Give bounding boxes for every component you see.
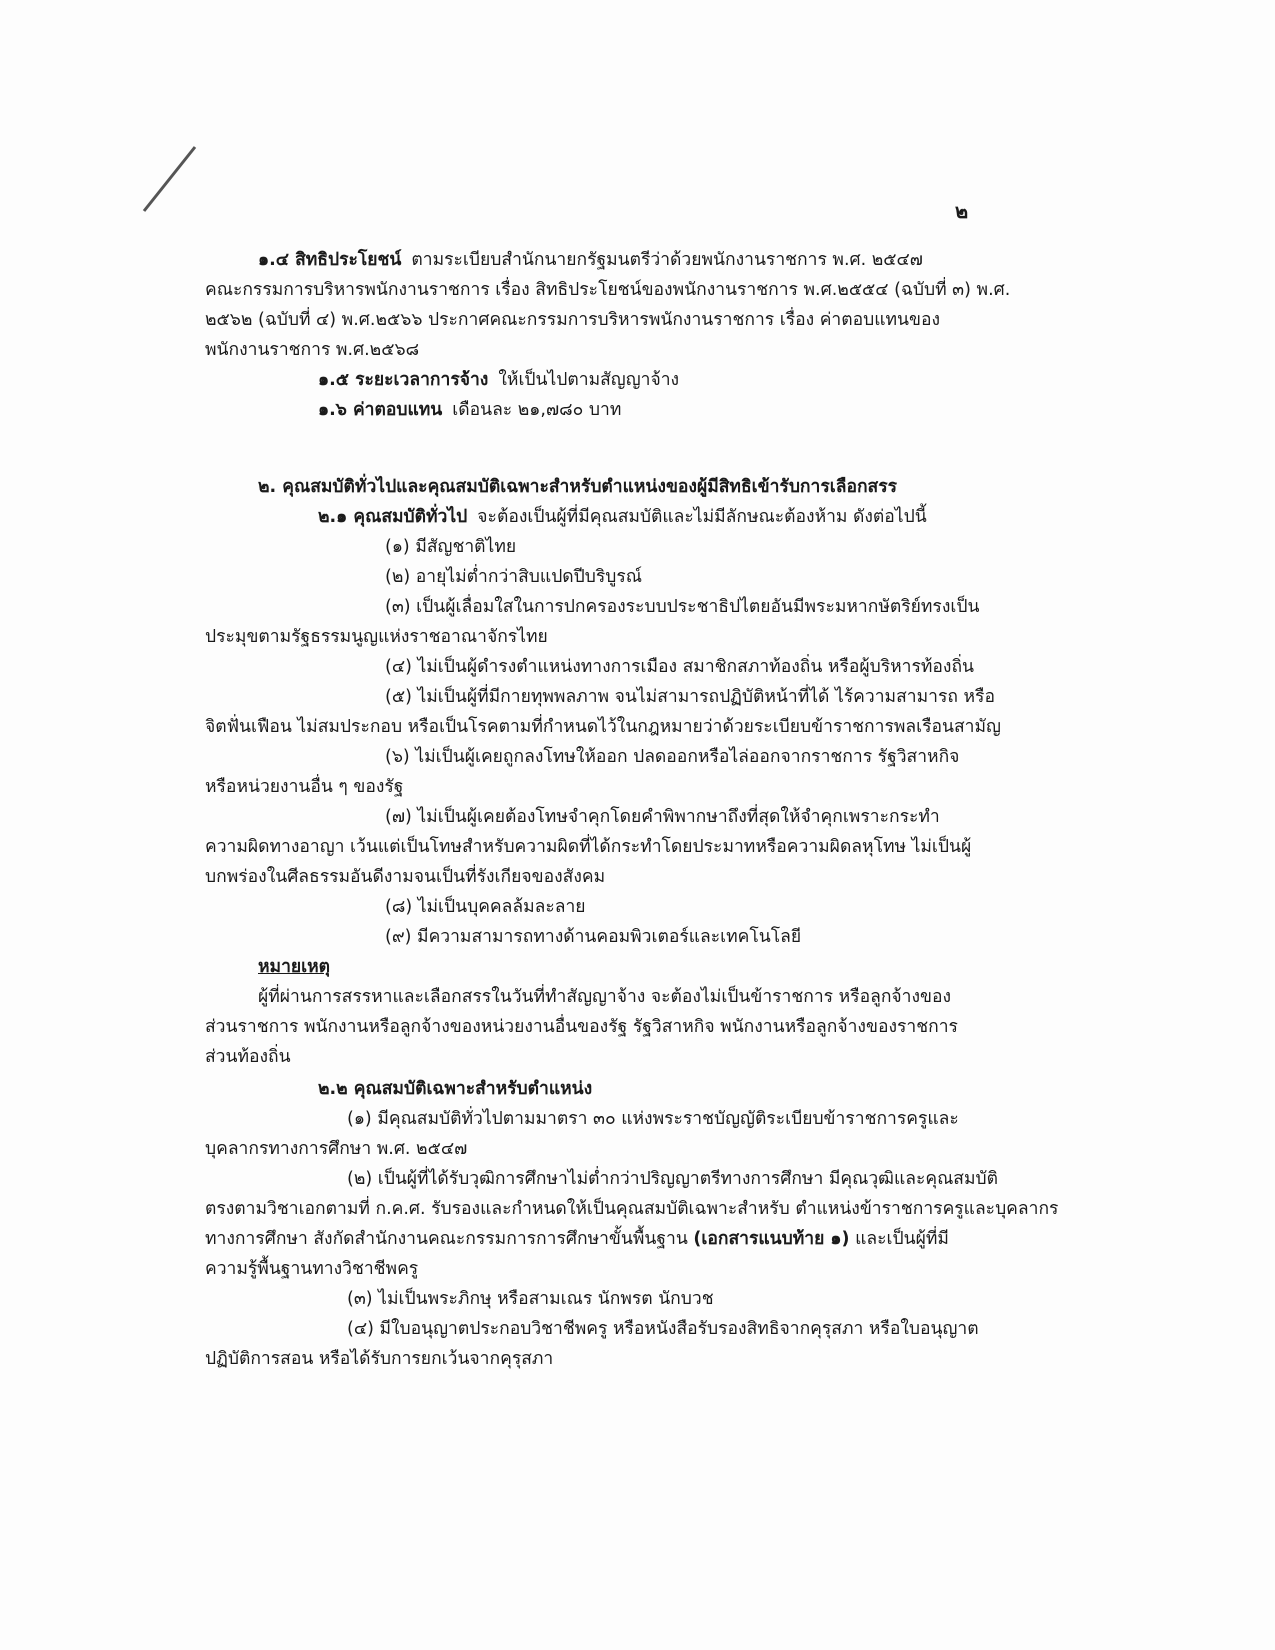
clause-2-1-heading: ๒.๑ คุณสมบัติทั่วไป [318,507,468,527]
clause-2-1-text: จะต้องเป็นผู้ที่มีคุณสมบัติและไม่มีลักษณะต้องห้าม ดังต่อไปนี้ [477,507,927,527]
item-4: (๔) ไม่เป็นผู้ดำรงตำแหน่งทางการเมือง สมาชิกสภาท้องถิ่น หรือผู้บริหารท้องถิ่น [385,657,975,677]
qualification-2-line-4: ความรู้พื้นฐานทางวิชาชีพครู [205,1259,419,1279]
qualification-4-line-2: ปฏิบัติการสอน หรือได้รับการยกเว้นจากคุรุสภา [205,1349,554,1369]
qualification-4-line-1: (๔) มีใบอนุญาตประกอบวิชาชีพครู หรือหนังสือรับรองสิทธิจากคุรุสภา หรือใบอนุญาต [347,1319,979,1339]
item-3-line-1: (๓) เป็นผู้เลื่อมใสในการปกครองระบบประชาธิปไตยอันมีพระมหากษัตริย์ทรงเป็น [385,597,980,617]
clause-1-4-heading: ๑.๔ สิทธิประโยชน์ [258,250,402,270]
item-6-line-2: หรือหน่วยงานอื่น ๆ ของรัฐ [205,777,404,797]
item-6-line-1: (๖) ไม่เป็นผู้เคยถูกลงโทษให้ออก ปลดออกหรือไล่ออกจากราชการ รัฐวิสาหกิจ [385,747,960,767]
item-3-line-2: ประมุขตามรัฐธรรมนูญแห่งราชอาณาจักรไทย [205,627,548,647]
scan-slash-mark [140,145,200,215]
item-5-line-2: จิตฟั่นเฟือน ไม่สมประกอบ หรือเป็นโรคตามที่กำหนดไว้ในกฎหมายว่าด้วยระเบียบข้าราชการพลเรือนสามัญ [205,717,1001,737]
page-number: ๒ [955,199,969,223]
clause-1-6 [318,398,621,422]
attachment-reference: (เอกสารแนบท้าย ๑) [693,1229,850,1249]
clause-2-2-heading: ๒.๒ คุณสมบัติเฉพาะสำหรับตำแหน่ง [318,1079,593,1099]
clause-1-6-heading: ๑.๖ ค่าตอบแทน [318,400,443,420]
item-1: (๑) มีสัญชาติไทย [385,537,517,557]
clause-1-5-heading: ๑.๕ ระยะเวลาการจ้าง [318,370,489,390]
qualification-2-line-2: ตรงตามวิชาเอกตามที่ ก.ค.ศ. รับรองและกำหนดให้เป็นคุณสมบัติเฉพาะสำหรับ ตำแหน่งข้าราชการครูและบุคลากร [205,1199,1059,1219]
item-7-line-3: บกพร่องในศีลธรรมอันดีงามจนเป็นที่รังเกียจของสังคม [205,867,606,887]
item-9: (๙) มีความสามารถทางด้านคอมพิวเตอร์และเทคโนโลยี [385,927,802,947]
qualification-2-line-3-text: ทางการศึกษา สังกัดสำนักงานคณะกรรมการการศึกษาขั้นพื้นฐาน [205,1229,688,1249]
qualification-1-line-2: บุคลากรทางการศึกษา พ.ศ. ๒๕๔๗ [205,1139,468,1159]
qualification-1-line-1: (๑) มีคุณสมบัติทั่วไปตามมาตรา ๓๐ แห่งพระราชบัญญัติระเบียบข้าราชการครูและ [347,1109,959,1129]
clause-1-4-cont-2: ๒๕๖๒ (ฉบับที่ ๔) พ.ศ.๒๕๖๖ ประกาศคณะกรรมการบริหารพนักงานราชการ เรื่อง ค่าตอบแทนของ [205,310,941,330]
note-line-1: ผู้ที่ผ่านการสรรหาและเลือกสรรในวันที่ทำสัญญาจ้าง จะต้องไม่เป็นข้าราชการ หรือลูกจ้างของ [258,987,952,1007]
note-heading: หมายเหตุ [258,957,331,977]
item-5-line-1: (๕) ไม่เป็นผู้ที่มีกายทุพพลภาพ จนไม่สามารถปฏิบัติหน้าที่ได้ ไร้ความสามารถ หรือ [385,687,995,707]
clause-1-6-text: เดือนละ ๒๑,๗๘๐ บาท [452,400,622,420]
clause-1-4-cont-1: คณะกรรมการบริหารพนักงานราชการ เรื่อง สิทธิประโยชน์ของพนักงานราชการ พ.ศ.๒๕๕๔ (ฉบับที่ ๓) พ.ศ. [205,280,1011,300]
clause-2-1 [318,505,927,529]
note-line-3: ส่วนท้องถิ่น [205,1047,291,1067]
qualification-3: (๓) ไม่เป็นพระภิกษุ หรือสามเณร นักพรต นักบวช [347,1289,714,1309]
section-2-title: ๒. คุณสมบัติทั่วไปและคุณสมบัติเฉพาะสำหรับตำแหน่งของผู้มีสิทธิเข้ารับการเลือกสรร [258,477,898,497]
clause-1-4-text: ตามระเบียบสำนักนายกรัฐมนตรีว่าด้วยพนักงานราชการ พ.ศ. ๒๕๔๗ [411,250,923,270]
item-7-line-1: (๗) ไม่เป็นผู้เคยต้องโทษจำคุกโดยคำพิพากษาถึงที่สุดให้จำคุกเพราะกระทำ [385,807,940,827]
clause-1-4-cont-3: พนักงานราชการ พ.ศ.๒๕๖๘ [205,340,420,360]
clause-1-5 [318,368,679,392]
note-line-2: ส่วนราชการ พนักงานหรือลูกจ้างของหน่วยงานอื่นของรัฐ รัฐวิสาหกิจ พนักงานหรือลูกจ้างของราชการ [205,1017,958,1037]
qualification-2-line-1: (๒) เป็นผู้ที่ได้รับวุฒิการศึกษาไม่ต่ำกว่าปริญญาตรีทางการศึกษา มีคุณวุฒิและคุณสมบัติ [347,1169,998,1189]
qualification-2-line-3-tail: และเป็นผู้ที่มี [855,1229,949,1249]
clause-1-4 [258,248,923,272]
item-2: (๒) อายุไม่ต่ำกว่าสิบแปดปีบริบูรณ์ [385,567,643,587]
qualification-2-line-3 [205,1227,949,1251]
clause-1-5-text: ให้เป็นไปตามสัญญาจ้าง [498,370,680,390]
item-8: (๘) ไม่เป็นบุคคลล้มละลาย [385,897,586,917]
item-7-line-2: ความผิดทางอาญา เว้นแต่เป็นโทษสำหรับความผิดที่ได้กระทำโดยประมาทหรือความผิดลหุโทษ ไม่เป็นผู้ [205,837,972,857]
